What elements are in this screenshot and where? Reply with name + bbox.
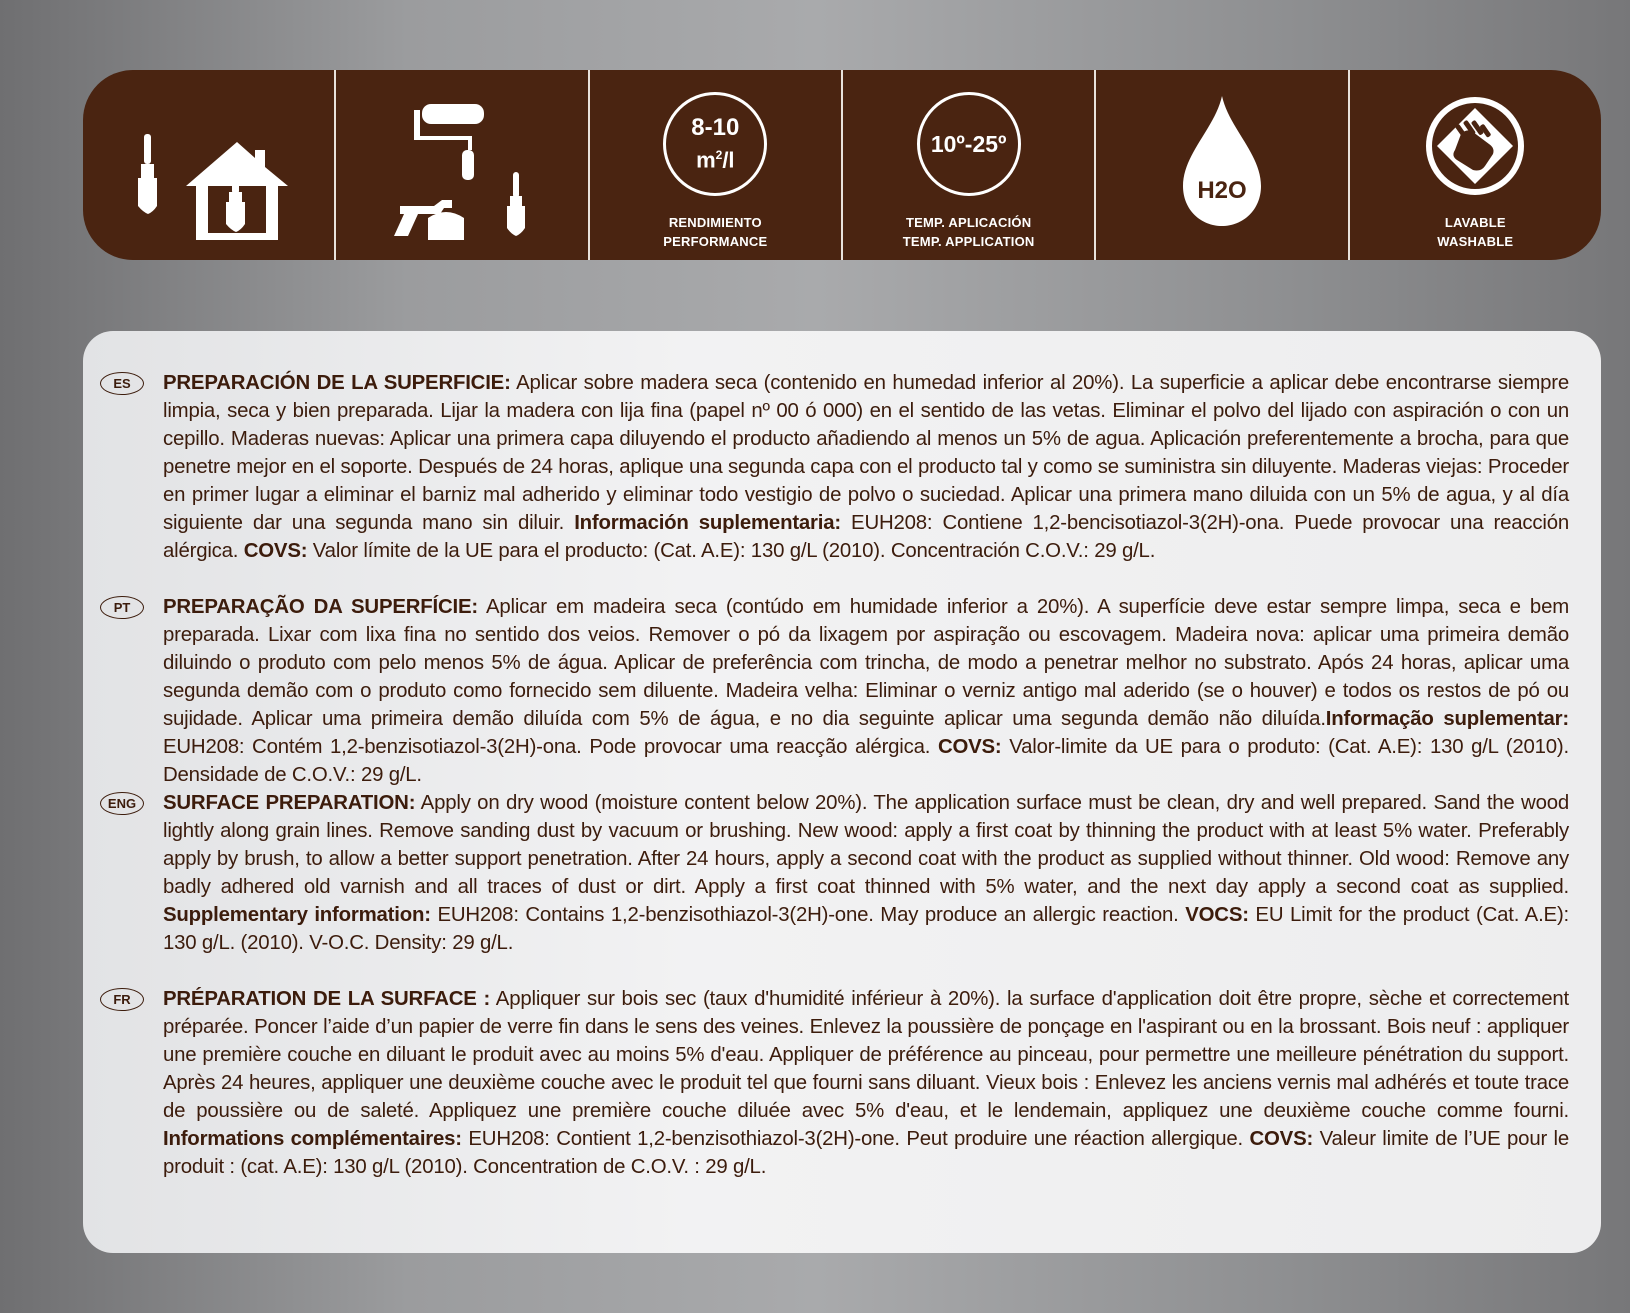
feature-interior-use [83,70,334,260]
performance-caption: RENDIMIENTO PERFORMANCE [663,215,768,249]
feature-performance [588,70,841,260]
section-eng-text: SURFACE PREPARATION: Apply on dry wood (moisture content below 20%). The application surface must be clean, dry and well prepared. Sand the wood lightly along grain lines. Remove sanding dust by vacuum or brushing. New wood: apply a first coat by thinning the product with at least 5% water. Preferably apply by brush, to allow a better support penetration. After 24 hours, apply a second coat with the product as supplied without thinner. Old wood: Remove any badly adhered old varnish and all traces of dust or dirt. Apply a first coat thinned with 5% water, and the next day apply a second coat as supplied. Supplementary information: EUH208: Contains 1,2-benzisothiazol-3(2H)-one. May produce an allergic reaction. VOCS: EU Limit for the product (Cat. A.E): 130 g/L. (2010). V-O.C. Density: 29 g/L. [163,792,1570,954]
water-drop-icon [1177,92,1267,232]
language-badge-pt: PT [100,596,144,619]
instructions-panel [83,331,1601,1253]
feature-water-based [1094,70,1347,260]
roller-spray-brush-icon [392,98,532,248]
section-eng [107,789,1570,957]
feature-temperature [841,70,1094,260]
performance-badge [663,92,767,196]
section-es-text: PREPARACIÓN DE LA SUPERFICIE: Aplicar sobre madera seca (contenido en humedad inferior al 20%). La superficie a aplicar debe encontrarse siempre limpia, seca y bien preparada. Lijar la madera con lija fina (papel nº 00 ó 000) en el sentido de las vetas. Eliminar el polvo del lijado con aspiración o con un cepillo. Maderas nuevas: Aplicar una primera capa diluyendo el producto añadiendo al menos un 5% de agua. Aplicación preferentemente a brocha, para que penetre mejor en el soporte. Después de 24 horas, aplique una segunda capa con el producto tal y como se suministra sin diluyente. Maderas viejas: Proceder en primer lugar a eliminar el barniz mal adherido y eliminar todo vestigio de polvo o suciedad. Aplicar una primera mano diluida con un 5% de agua, y al día siguiente dar una segunda mano sin diluir. Información suplementaria: EUH208: Contiene 1,2-bencisotiazol-3(2H)-ona. Puede provocar una reacción alérgica. COVS: Valor límite de la UE para el producto: (Cat. A.E): 130 g/L (2010). Concentración C.O.V.: 29 g/L. [163,372,1569,562]
washable-hand-icon [1423,94,1527,198]
section-es [113,369,1569,565]
language-badge-fr: FR [100,988,144,1011]
performance-value: 8-10 [691,114,740,142]
house-brush-icon [124,128,294,248]
section-fr [113,985,1570,1181]
feature-washable [1348,70,1601,260]
temperature-caption: TEMP. APLICACIÓN TEMP. APPLICATION [902,215,1035,249]
temperature-value: 10º-25º [930,131,1007,157]
language-badge-es: ES [100,372,144,395]
water-label: H2O [1197,177,1247,204]
section-pt [113,593,1569,789]
washable-caption: LAVABLE WASHABLE [1437,215,1514,249]
performance-unit: $m^2/l$ [696,147,735,173]
feature-application-tools [334,70,587,260]
section-fr-text: PRÉPARATION DE LA SURFACE : Appliquer sur bois sec (taux d'humidité inférieur à 20%). la surface d'application doit être propre, sèche et correctement préparée. Poncer l’aide d’un papier de verre fin dans le sens des veines. Enlevez la poussière de ponçage en l'aspirant ou en la brossant. Bois neuf : appliquer une première couche en diluant le produit avec au moins 5% d'eau. Appliquer de préférence au pinceau, pour permettre une meilleure pénétration du support. Après 24 heures, appliquer une deuxième couche avec le produit tel que fourni sans diluant. Vieux bois : Enlevez les anciens vernis mal adhérés et toute trace de poussière ou de saleté. Appliquez une première couche diluée avec 5% d'eau, et le lendemain, appliquez une deuxième couche comme fourni. Informations complémentaires: EUH208: Contient 1,2-benzisothiazol-3(2H)-one. Peut produire une réaction allergique. COVS: Valeur limite de l’UE pour le produit : (cat. A.E): 130 g/L (2010). Concentration de C.O.V. : 29 g/L. [163,988,1570,1178]
temperature-badge [917,92,1021,196]
language-badge-eng: ENG [100,792,144,815]
features-band [83,70,1601,260]
section-pt-text: PREPARAÇÃO DA SUPERFÍCIE: Aplicar em madeira seca (contúdo em humidade inferior a 20%). A superfície deve estar sempre limpa, seca e bem preparada. Lixar com lixa fina no sentido dos veios. Remover o pó da lixagem por aspiração ou escovagem. Madeira nova: aplicar uma primeira demão diluindo o produto com pelo menos 5% de água. Aplicar de preferência com trincha, de modo a penetrar melhor no substrato. Após 24 horas, aplicar uma segunda demão com o produto como fornecido sem diluente. Madeira velha: Eliminar o verniz antigo mal aderido (se o houver) e todos os restos de pó ou sujidade. Aplicar uma primeira demão diluída com 5% de água, e no dia seguinte aplicar uma segunda demão não diluída.Informação suplementar: EUH208: Contém 1,2-benzisotiazol-3(2H)-ona. Pode provocar uma reacção alérgica. COVS: Valor-limite da UE para o produto: (Cat. A.E): 130 g/L (2010). Densidade de C.O.V.: 29 g/L. [163,596,1569,786]
